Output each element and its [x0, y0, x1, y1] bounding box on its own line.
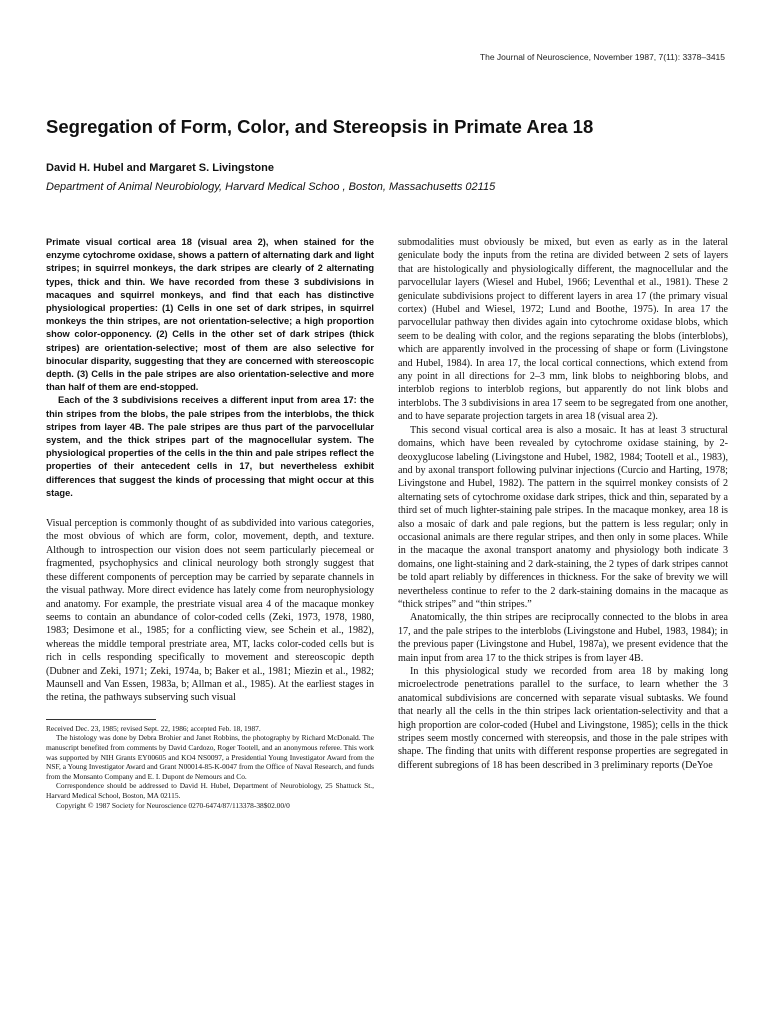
right-column	[398, 236, 728, 772]
article-authors: David H. Hubel and Margaret S. Livingstone	[46, 162, 274, 174]
footnote-divider	[46, 719, 156, 720]
abstract-paragraph: Each of the 3 subdivisions receives a different input from area 17: the thin stripes from the blobs, the pale stripes from the interblobs, the thick stripes from layer 4B. The pale stripes are thus part of the parvocellular system, and the thick stripes part of the magnocellular system. The physiological properties of the cells in the thin and pale stripes reflect the properties of their antecedent cells in 17, but nevertheless exhibit differences that suggest the kinds of processing that might occur at this stage.	[46, 395, 374, 498]
abstract	[46, 236, 374, 500]
body-paragraph: This second visual cortical area is also a mosaic. It has at least 3 structural domains, which have been revealed by cytochrome oxidase staining, by 2-deoxyglucose labeling (Livingstone and Hubel, 1982, 1984; Tootell et al., 1983), and by axonal transport following pulvinar injections (Curcio and Harting, 1978; Livingstone and Hubel, 1982). The pattern in the squirrel monkey consists of 2 alternating sets of cytochrome oxidase dark stripes, thick and thin, separated by a third set of much lighter-staining pale stripes. In the macaque monkey, area 18 is also a mosaic of dark and pale regions, but the pattern is less regular; only in occasional animals are there regular stripes, and then only in some places. While in the macaque the axonal transport anatomy and physiology both indicate 3 domains, one light-staining and 2 dark-staining, the 2 types of dark stripes cannot be told apart reliably by differences in thickness. For the sake of brevity we will nevertheless continue to refer to the 2 dark-staining domains in the macaque as “thick stripes” and “thin stripes.”	[398, 424, 728, 610]
footnote-copyright: Copyright © 1987 Society for Neuroscience 0270-6474/87/113378-38$02.00/0	[56, 800, 290, 810]
body-paragraph: submodalities must obviously be mixed, but even as early as in the lateral geniculate body the inputs from the retina are divided between 2 sets of layers that are histologically and physiologically different, the magnocellular and the parvocellular layers (Wiesel and Hubel, 1966; Leventhal et al., 1981). These 2 geniculate subdivisions project to different layers in area 17 (the primary visual cortex) (Hubel and Wiesel, 1972; Lund and Boothe, 1975). In area 17 the parvocellular pathway then divides again into cytochrome oxidase blobs, which seem to be dealing with color, and the regions separating the blobs (interblobs), which are apparently involved in the processing of shape or form (Livingstone and Hubel, 1984). In area 17, the local cortical connections, which extend from any point in all directions for 2–3 mm, link blobs to neighboring blobs, and interblob regions to interblob regions, but apparently do not link blobs and interblobs. The 3 subdivisions in area 17 seem to be segregated from one another, and to have separate projection targets in area 18 (visual area 2).	[398, 237, 728, 423]
footnotes	[46, 724, 374, 810]
body-paragraph: In this physiological study we recorded from area 18 by making long microelectrode penetrations parallel to the surface, to learn whether the 3 anatomical subdivisions are concerned with separate visual subtasks. We found that nearly all the cells in the thin stripes lack orientation-selectivity and that a high proportion are color-coded (Hubel and Livingstone, 1985); cells in the thick stripes seem mostly concerned with stereopsis, and those in the pale stripes with shape. The finding that units with different response properties are segregated in different subregions of 18 has been described in 3 preliminary reports (DeYoe	[398, 666, 728, 771]
article-affiliation: Department of Animal Neurobiology, Harvard Medical Schoo , Boston, Massachusetts 02115	[46, 181, 496, 193]
abstract-paragraph: Primate visual cortical area 18 (visual area 2), when stained for the enzyme cytochrome oxidase, shows a pattern of alternating dark and light stripes; in squirrel monkeys, the dark stripes are clearly of 2 alternating types, thick and thin. We have recorded from these 3 subdivisions in macaques and squirrel monkeys, and find that each has distinctive physiological properties: (1) Cells in one set of dark stripes, in squirrel monkeys the thin stripes, are not orientation-selective; a high proportion show color-opponency. (2) Cells in the other set of dark stripes (thick stripes) are orientation-selective; most of them are also selective for binocular disparity, suggesting that they are concerned with stereoscopic depth. (3) Cells in the pale stripes are also orientation-selective and more than half of them are end-stopped.	[46, 237, 374, 393]
body-paragraph: Visual perception is commonly thought of as subdivided into various categories, the most obvious of which are form, color, movement, depth, and texture. Although to introspection our vision does not seem particularly piecemeal or fragmented, psychophysics and clinical neurology both strongly suggest that these different components of perception may be carried by separate channels in the visual pathway. More direct evidence has lately come from neurophysiology and anatomy. For example, the prestriate visual area 4 of the macaque monkey seems to contain an abundance of color-coded cells (Zeki, 1973, 1978, 1980, 1983; Desimone et al., 1985; for a conflicting view, see Schein et al., 1982), whereas the middle temporal prestriate area, MT, lacks color-coded cells but is rich in cells responding specifically to movement and stereoscopic depth (Dubner and Zeki, 1971; Zeki, 1974a, b; Baker et al., 1981; Miezin et al., 1982; Maunsell and Van Essen, 1983a, b; Allman et al., 1985). At the earliest stages in the retina, the pathways subserving such visual	[46, 518, 374, 704]
introduction-left	[46, 517, 374, 705]
left-column	[46, 236, 374, 810]
footnote-acknowledgments: The histology was done by Debra Brohier and Janet Robbins, the photography by Richard McDonald. The manuscript benefited from comments by David Cardozo, Roger Tootell, and an anonymous referee. This work was supported by NIH Grants EY00605 and KO4 NS0097, a Presidential Young Investigator Award from the NSF, a Young Investigator Award and Grant N00014-85-K-0047 from the Office of Naval Research, and funds from the Monsanto Company and E. I. Dupont de Nemours and Co.	[46, 733, 374, 781]
body-paragraph: Anatomically, the thin stripes are reciprocally connected to the blobs in area 17, and the pale stripes to the interblobs (Livingstone and Hubel, 1983, 1984); in the previous paper (Livingstone and Hubel, 1987a), we present evidence that the main input from area 17 to the thick stripes is from layer 4B.	[398, 612, 728, 664]
footnote-correspondence: Correspondence should be addressed to David H. Hubel, Department of Neurobiology, 25 Shattuck St., Harvard Medical School, Boston, MA 02115.	[46, 781, 374, 800]
journal-header: The Journal of Neuroscience, November 1987, 7(11): 3378–3415	[479, 52, 725, 62]
article-title: Segregation of Form, Color, and Stereopsis in Primate Area 18	[46, 116, 594, 137]
footnote-received: Received Dec. 23, 1985; revised Sept. 22, 1986; accepted Feb. 18, 1987.	[46, 723, 261, 733]
